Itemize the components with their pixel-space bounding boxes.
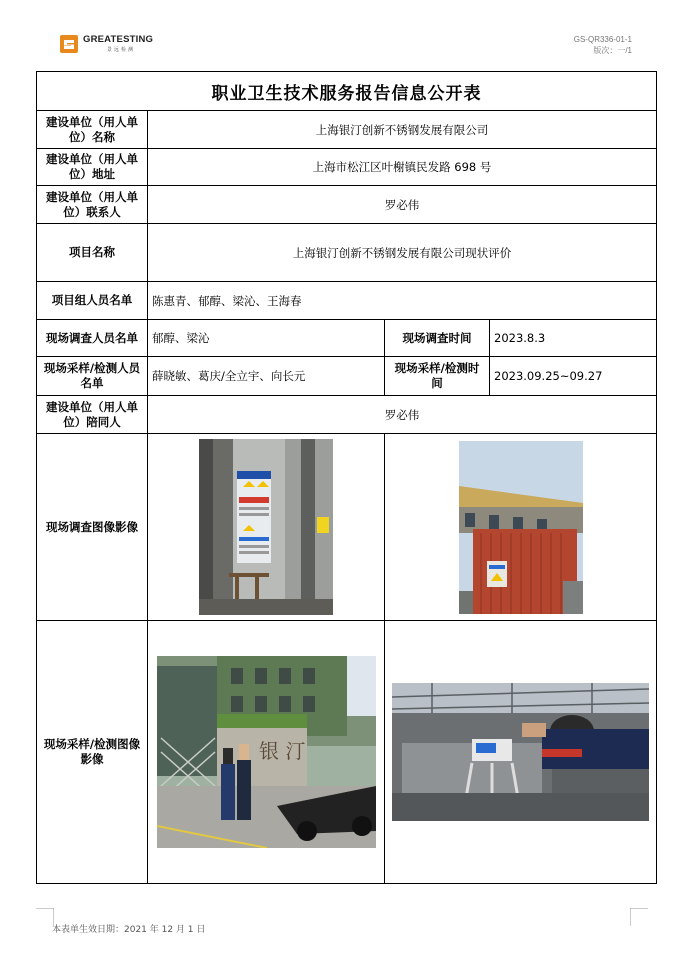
unit-contact-label: 建设单位（用人单位）联系人 — [37, 186, 148, 224]
survey-time-value: 2023.8.3 — [490, 320, 657, 357]
sampling-photos-label: 现场采样/检测图像影像 — [37, 621, 148, 884]
sampling-photo-cell-1 — [148, 621, 385, 884]
table-title: 职业卫生技术服务报告信息公开表 — [37, 72, 657, 111]
unit-address-value: 上海市松江区叶榭镇民发路 698 号 — [148, 149, 657, 186]
survey-photo-cell-2 — [385, 434, 657, 621]
sampling-photo-gate — [157, 656, 376, 848]
sampling-time-label: 现场采样/检测时间 — [385, 357, 490, 396]
unit-name-value: 上海银汀创新不锈钢发展有限公司 — [148, 111, 657, 149]
sampling-time-value: 2023.09.25~09.27 — [490, 357, 657, 396]
info-table — [36, 71, 657, 884]
sampling-photo-cell-2 — [385, 621, 657, 884]
sampling-staff-label: 现场采样/检测人员名单 — [37, 357, 148, 396]
corner-mark-right — [630, 908, 648, 926]
survey-time-label: 现场调查时间 — [385, 320, 490, 357]
document-code: GS-QR336-01-1 — [573, 35, 632, 44]
sampling-photo-measurement — [392, 683, 649, 821]
document-code-block — [574, 34, 632, 56]
survey-photo-warning-board — [199, 439, 333, 615]
survey-photos-label: 现场调查图像影像 — [37, 434, 148, 621]
company-logo — [60, 34, 170, 54]
project-name-value: 上海银汀创新不锈钢发展有限公司现状评价 — [148, 224, 657, 282]
unit-name-label: 建设单位（用人单位）名称 — [37, 111, 148, 149]
sampling-staff-value: 薛晓敏、葛庆/全立宇、向长元 — [148, 357, 385, 396]
escort-value: 罗必伟 — [148, 396, 657, 434]
escort-label: 建设单位（用人单位）陪同人 — [37, 396, 148, 434]
project-members-label: 项目组人员名单 — [37, 282, 148, 320]
document-version: 版次：一/1 — [593, 46, 632, 55]
survey-photo-container — [459, 441, 583, 614]
survey-photo-cell-1 — [148, 434, 385, 621]
project-name-label: 项目名称 — [37, 224, 148, 282]
unit-contact-value: 罗必伟 — [148, 186, 657, 224]
survey-staff-value: 郁醇、梁沁 — [148, 320, 385, 357]
unit-address-label: 建设单位（用人单位）地址 — [37, 149, 148, 186]
survey-staff-label: 现场调查人员名单 — [37, 320, 148, 357]
brand-name: GREATESTING — [83, 34, 154, 45]
gate-sign-text: 银 汀 — [258, 739, 305, 763]
brand-subtitle: 景远检测 — [107, 47, 136, 53]
effective-date: 本表单生效日期：2021 年 12 月 1 日 — [52, 925, 206, 935]
project-members-value: 陈惠青、郁醇、梁沁、王海春 — [148, 282, 657, 320]
logo-icon — [60, 35, 78, 53]
